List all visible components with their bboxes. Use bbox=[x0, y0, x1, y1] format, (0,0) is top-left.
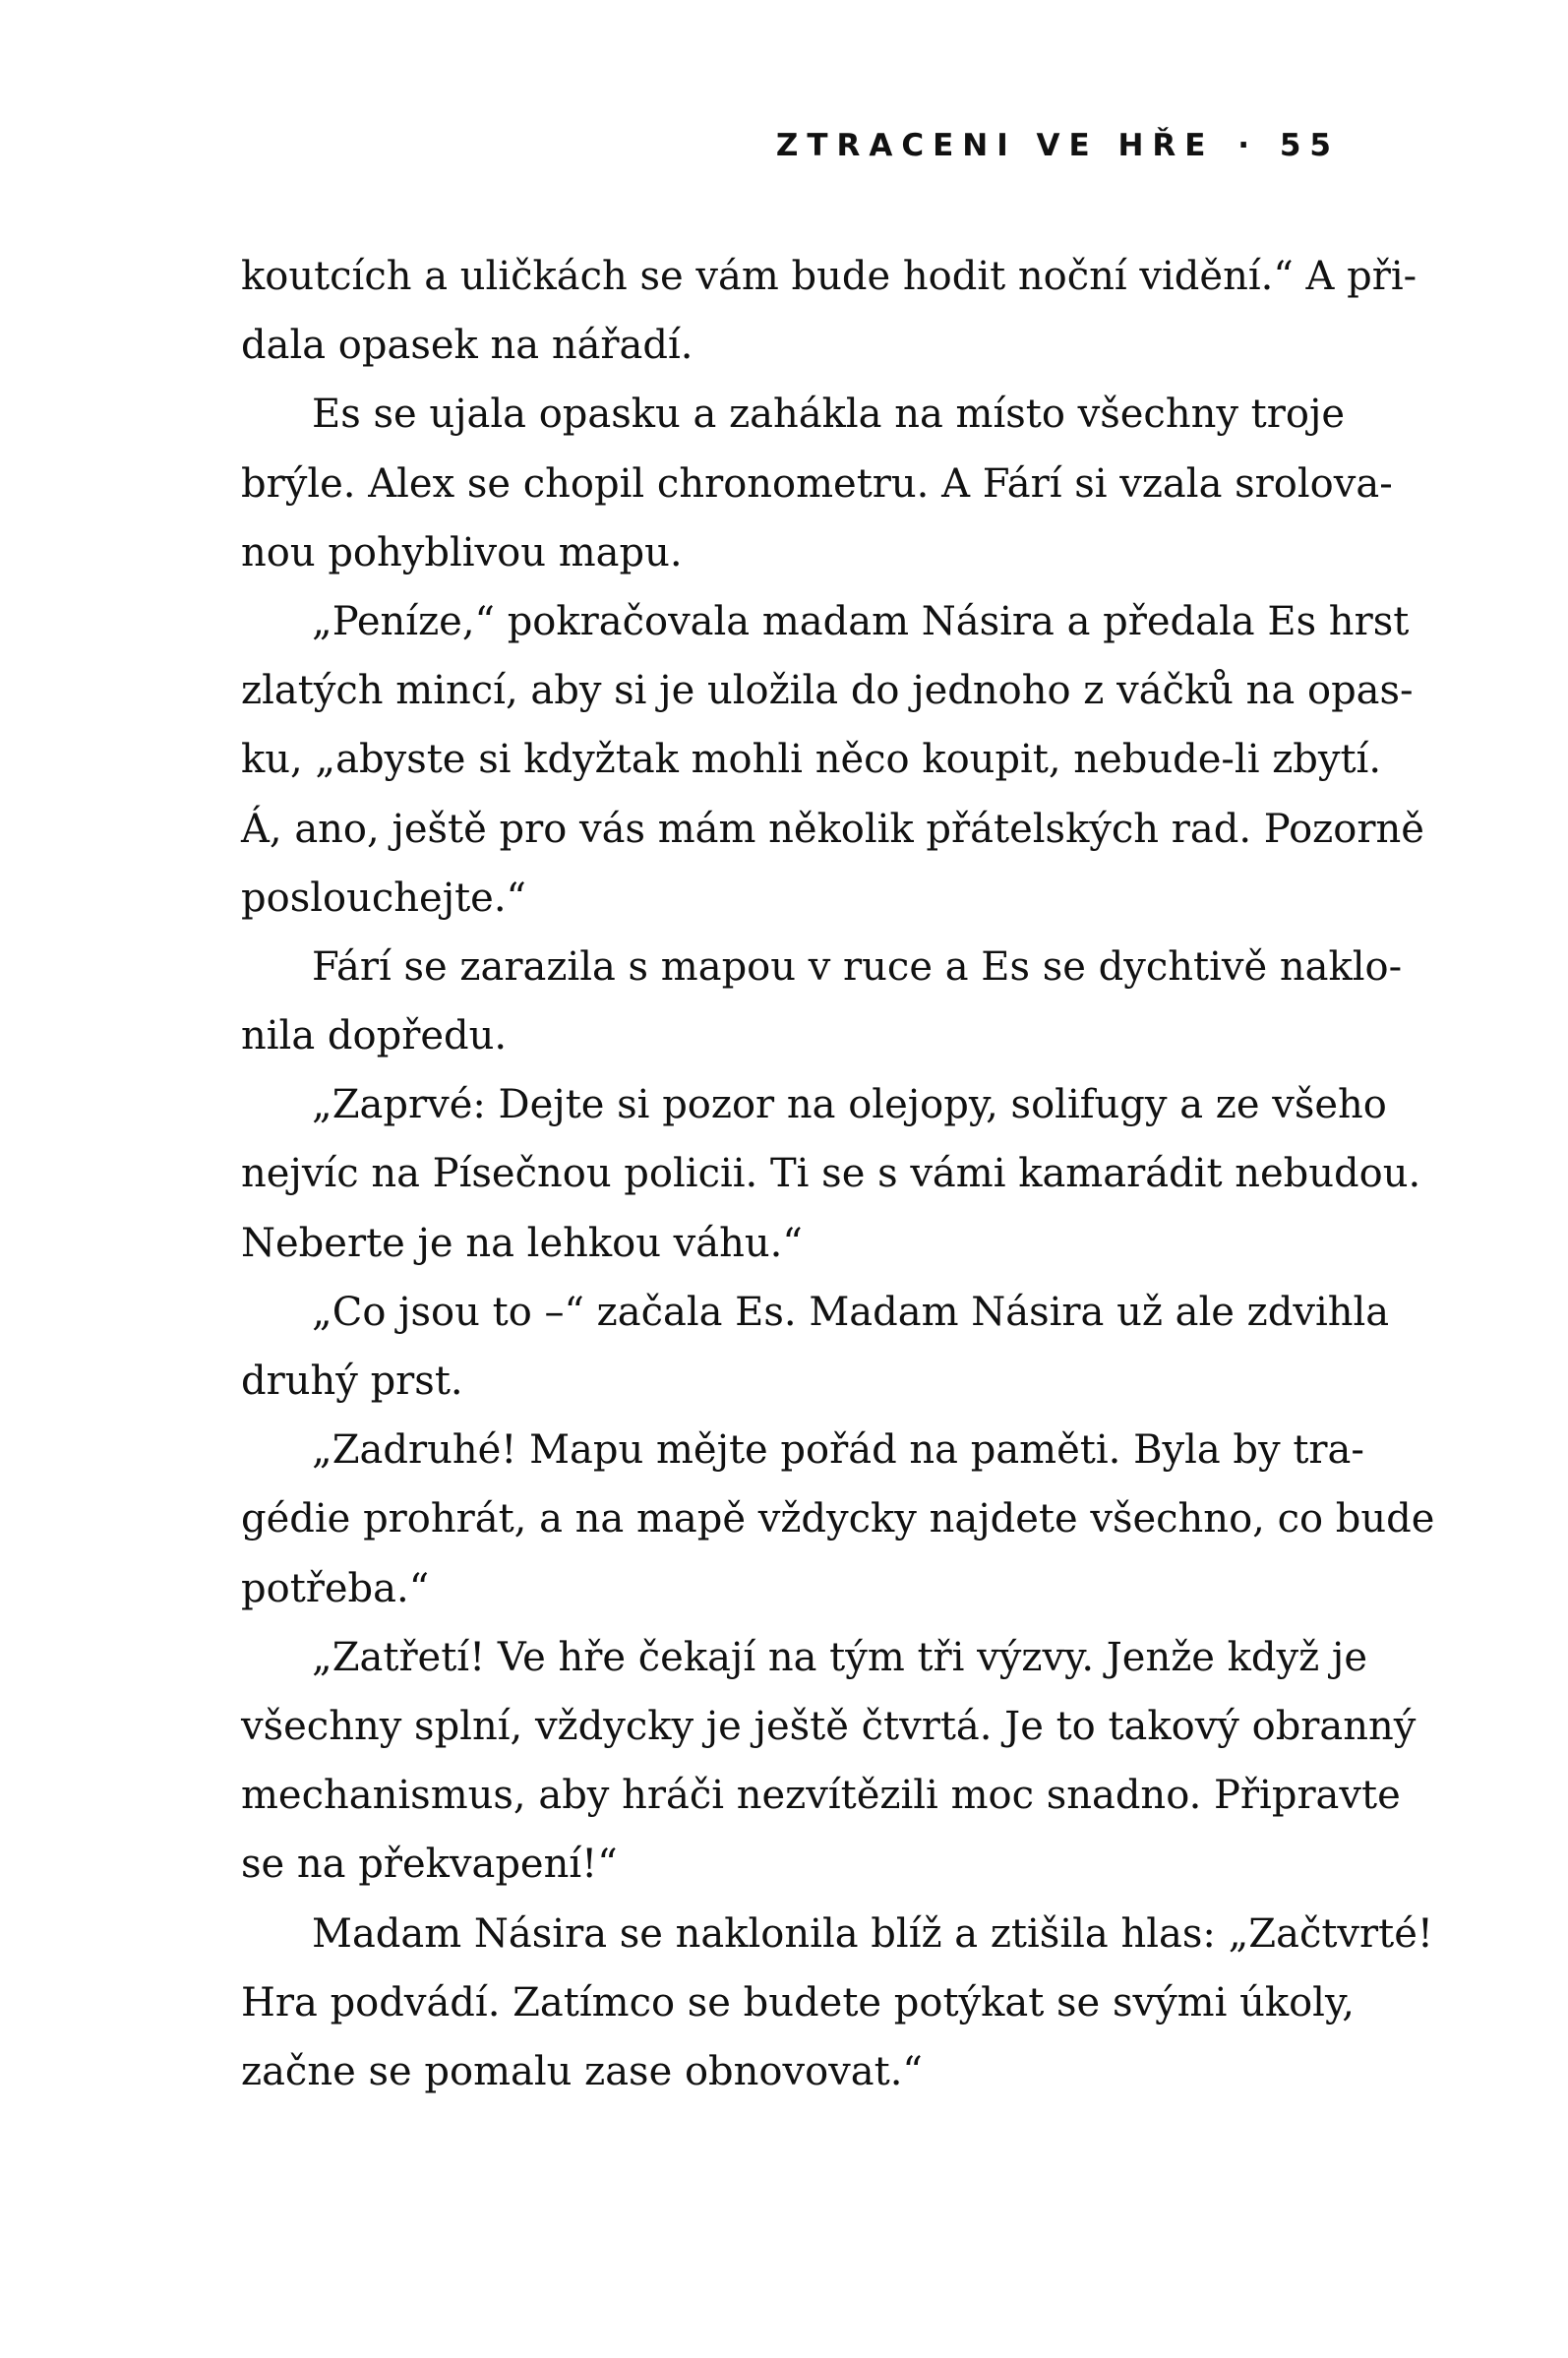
text-line: druhý prst. bbox=[241, 1359, 463, 1404]
text-line: nila dopředu. bbox=[241, 1013, 508, 1059]
text-line: Fárí se zarazila s mapou v ruce a Es se dychtivě naklo- bbox=[312, 943, 1403, 990]
body-text bbox=[241, 242, 1435, 2106]
text-line: Neberte je na lehkou váhu.“ bbox=[241, 1220, 803, 1266]
text-line: koutcích a uličkách se vám bude hodit noční vidění.“ A při- bbox=[241, 254, 1417, 299]
text-line: poslouchejte.“ bbox=[241, 875, 526, 921]
text-line: „Zatřetí! Ve hře čekají na tým tři výzvy. Jenže když je bbox=[312, 1634, 1367, 1680]
text-line: „Zaprvé: Dejte si pozor na olejopy, solifugy a ze všeho bbox=[312, 1082, 1387, 1128]
text-line: dala opasek na nářadí. bbox=[241, 323, 694, 369]
text-line: začne se pomalu zase obnovovat.“ bbox=[241, 2048, 923, 2094]
text-line: Madam Násira se naklonila blíž a ztišila hlas: „Začtvrté! bbox=[312, 1910, 1433, 1957]
text-line: zlatých mincí, aby si je uložila do jednoho z váčků na opas- bbox=[241, 668, 1414, 714]
text-line: „Co jsou to –“ začala Es. Madam Násira už ale zdvihla bbox=[312, 1289, 1390, 1335]
page-number: 55 bbox=[1279, 128, 1340, 163]
text-line: gédie prohrát, a na mapě vždycky najdete všechno, co bude bbox=[241, 1496, 1435, 1542]
running-header bbox=[776, 128, 1340, 163]
text-line: Es se ujala opasku a zahákla na místo všechny troje bbox=[312, 392, 1346, 438]
text-line: mechanismus, aby hráči nezvítězili moc snadno. Připravte bbox=[241, 1773, 1401, 1819]
book-title: ZTRACENI VE HŘE bbox=[775, 128, 1215, 163]
text-line: Á, ano, ještě pro vás mám několik přátelských rad. Pozorně bbox=[241, 806, 1424, 852]
text-line: brýle. Alex se chopil chronometru. A Fárí si vzala srolova- bbox=[241, 460, 1393, 507]
text-line: nou pohyblivou mapu. bbox=[241, 529, 683, 575]
text-line: všechny splní, vždycky je ještě čtvrtá. Je to takový obranný bbox=[241, 1703, 1417, 1749]
text-line: potřeba.“ bbox=[241, 1565, 430, 1611]
text-line: Hra podvádí. Zatímco se budete potýkat se svými úkoly, bbox=[241, 1979, 1355, 2025]
text-line: „Peníze,“ pokračovala madam Násira a předala Es hrst bbox=[312, 598, 1410, 644]
text-line: „Zadruhé! Mapu mějte pořád na paměti. Byla by tra- bbox=[312, 1427, 1364, 1474]
text-line: ku, „abyste si kdyžtak mohli něco koupit, nebude-li zbytí. bbox=[241, 737, 1382, 783]
text-line: se na překvapení!“ bbox=[241, 1842, 618, 1888]
header-separator: · bbox=[1237, 128, 1259, 163]
text-line: nejvíc na Písečnou policii. Ti se s vámi kamarádit nebudou. bbox=[241, 1151, 1421, 1197]
